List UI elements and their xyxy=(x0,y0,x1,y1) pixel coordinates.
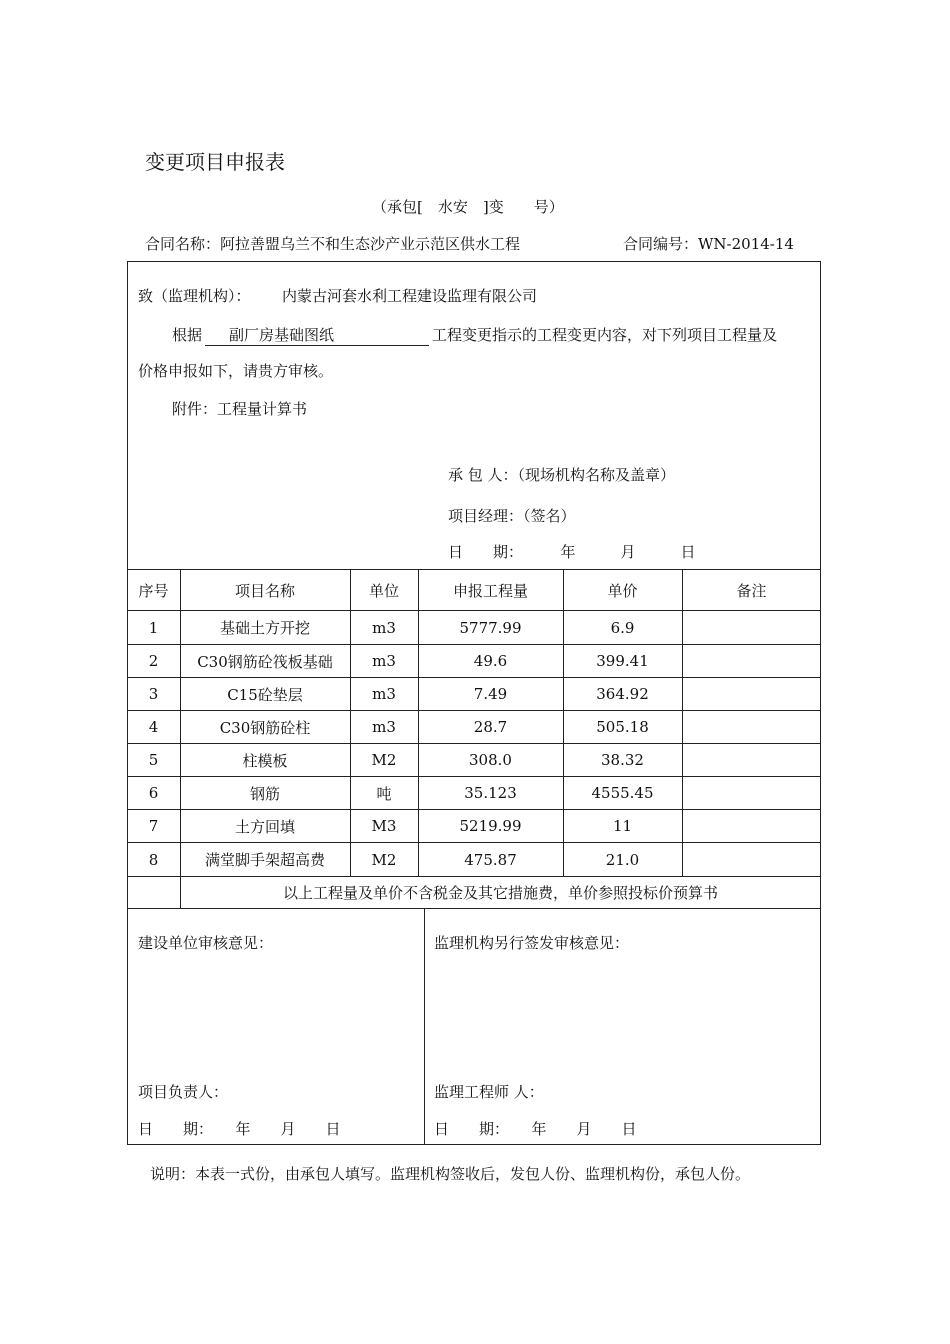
header-item: 项目名称 xyxy=(234,581,295,600)
table-cell: 6 xyxy=(148,784,159,802)
table-cell: 49.6 xyxy=(473,652,508,670)
to-label: 致（监理机构）： xyxy=(138,287,251,305)
table-cell: C30钢筋砼柱 xyxy=(219,718,311,737)
table-cell: 5 xyxy=(148,751,159,769)
contract-name: 合同名称：阿拉善盟乌兰不和生态沙产业示范区供水工程 xyxy=(145,235,521,253)
supervisor-engineer-label: 监理工程师 人： xyxy=(434,1083,544,1101)
table-cell: 满堂脚手架超高费 xyxy=(204,851,325,869)
owner-person-label: 项目负责人： xyxy=(138,1083,229,1101)
basis-prefix: 根据 xyxy=(172,326,203,344)
supervisor-review-title: 监理机构另行签发审核意见： xyxy=(434,934,630,952)
table-cell: 21.0 xyxy=(605,850,640,869)
table-cell: 柱模板 xyxy=(242,751,288,770)
table-cell: 399.41 xyxy=(596,652,649,670)
table-bottom-rule xyxy=(127,908,821,909)
table-cell: 11 xyxy=(612,817,633,835)
table-cell: 吨 xyxy=(376,784,392,803)
header-unit: 单位 xyxy=(368,581,399,600)
table-cell: 28.7 xyxy=(473,718,508,736)
basis-line2: 价格申报如下，请贵方审核。 xyxy=(138,362,334,380)
basis-value: 副厂房基础图纸 xyxy=(205,324,429,346)
table-cell: 2 xyxy=(148,652,159,670)
supervisor-review-date: 日 期： 年 月 日 xyxy=(434,1120,637,1138)
table-cell xyxy=(682,777,821,809)
page-title: 变更项目申报表 xyxy=(145,150,285,174)
attachment: 附件：工程量计算书 xyxy=(172,400,308,418)
table-cell: 38.32 xyxy=(601,751,644,769)
table-cell: m3 xyxy=(372,685,396,703)
table-cell xyxy=(682,711,821,743)
table-cell: M2 xyxy=(371,751,397,769)
header-price: 单价 xyxy=(607,581,638,600)
table-cell: 5777.99 xyxy=(459,618,522,637)
table-footnote: 以上工程量及单价不含税金及其它措施费，单价参照投标价预算书 xyxy=(282,884,718,902)
table-cell: M3 xyxy=(371,817,397,835)
table-cell: 5219.99 xyxy=(459,817,522,835)
basis-suffix: 工程变更指示的工程变更内容，对下列项目工程量及 xyxy=(432,326,778,344)
review-divider xyxy=(424,908,425,1145)
table-cell xyxy=(682,611,821,644)
table-cell: 6.9 xyxy=(610,618,635,637)
table-cell xyxy=(682,744,821,776)
table-cell: 4 xyxy=(148,718,159,736)
contractor-label: 承 包 人：（现场机构名称及盖章） xyxy=(448,466,676,484)
table-cell xyxy=(682,843,821,876)
table-cell: 505.18 xyxy=(596,718,649,736)
table-cell: 钢筋 xyxy=(249,784,280,803)
table-cell: m3 xyxy=(372,652,396,670)
to-value: 内蒙古河套水利工程建设监理有限公司 xyxy=(282,287,538,305)
table-cell: 1 xyxy=(148,618,159,637)
contract-number: 合同编号：WN-2014-14 xyxy=(623,235,794,253)
manager-label: 项目经理：（签名） xyxy=(448,507,576,525)
header-seq: 序号 xyxy=(138,581,169,600)
table-cell: 364.92 xyxy=(596,685,649,703)
header-quantity: 申报工程量 xyxy=(452,581,528,600)
table-cell: 7.49 xyxy=(473,685,508,703)
table-cell: 4555.45 xyxy=(591,784,654,802)
table-cell xyxy=(682,645,821,677)
table-cell: m3 xyxy=(372,718,396,736)
table-cell: 土方回填 xyxy=(234,817,295,836)
table-cell: 8 xyxy=(148,850,159,869)
table-cell: 基础土方开挖 xyxy=(219,619,310,637)
header-remarks: 备注 xyxy=(736,581,767,600)
form-number: （承包[ 水安 ]变 号） xyxy=(372,198,564,216)
table-cell: 35.123 xyxy=(464,784,517,802)
table-cell: 308.0 xyxy=(469,751,512,769)
table-cell: M2 xyxy=(371,850,397,869)
table-cell: C15砼垫层 xyxy=(227,685,303,704)
table-cell xyxy=(682,810,821,842)
owner-review-title: 建设单位审核意见： xyxy=(138,934,274,952)
table-cell: 3 xyxy=(148,685,159,703)
table-cell xyxy=(682,678,821,710)
owner-review-date: 日 期： 年 月 日 xyxy=(138,1120,341,1138)
footer-note: 说明：本表一式份，由承包人填写。监理机构签收后，发包人份、监理机构份，承包人份。 xyxy=(150,1165,751,1183)
table-cell: C30钢筋砼筏板基础 xyxy=(197,652,333,671)
table-cell: m3 xyxy=(372,618,396,637)
table-cell: 475.87 xyxy=(464,850,517,869)
table-cell: 7 xyxy=(148,817,159,835)
request-date: 日 期： 年 月 日 xyxy=(448,543,696,561)
